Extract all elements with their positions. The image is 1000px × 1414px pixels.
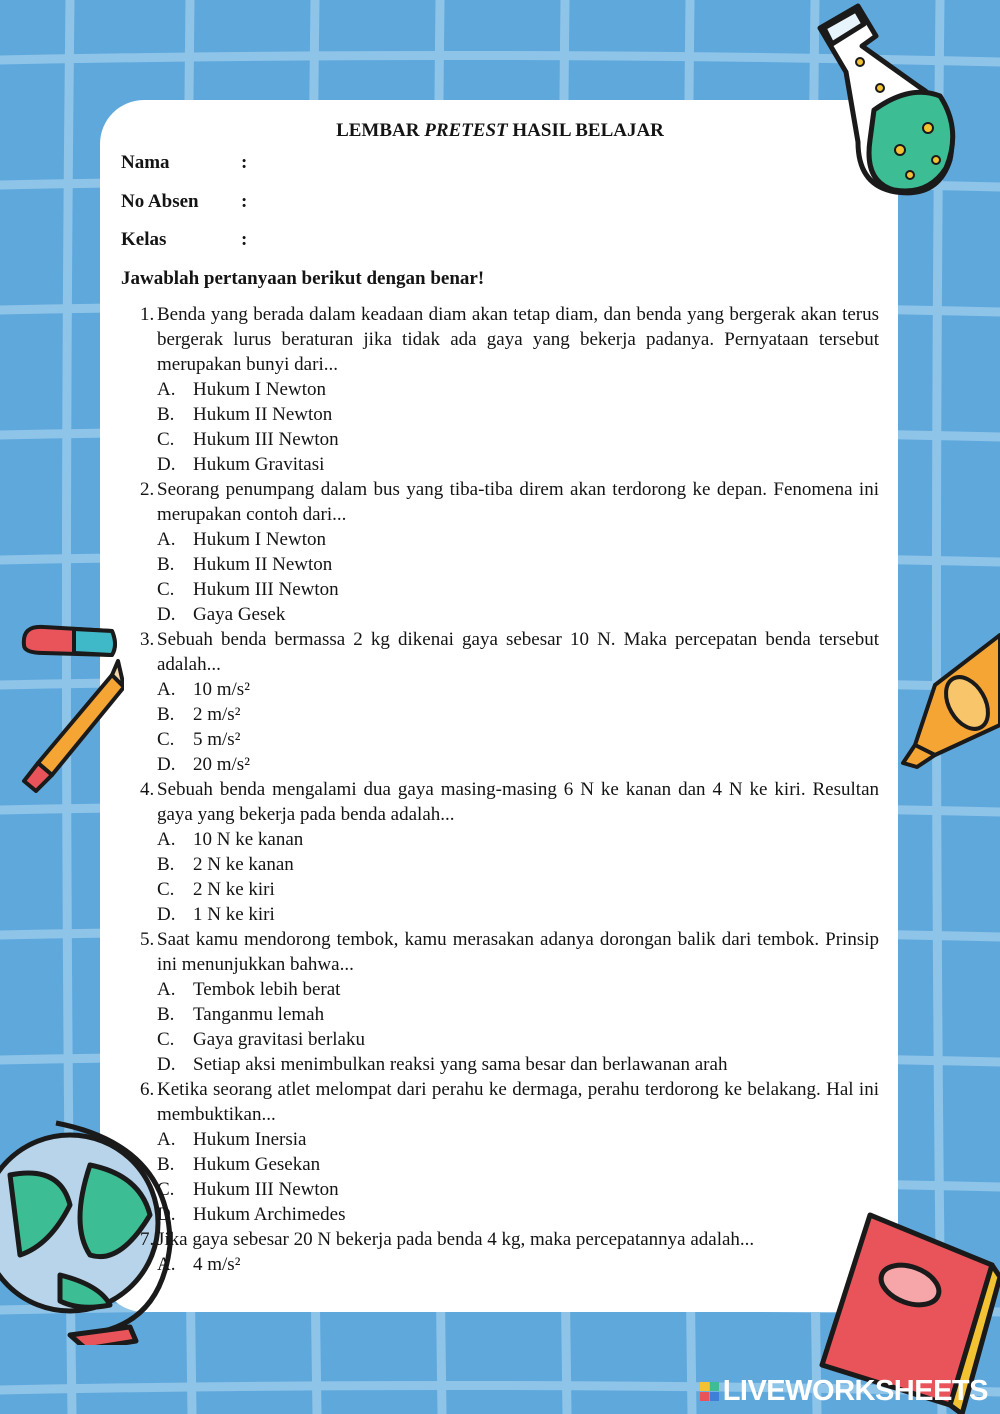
option-letter: A. bbox=[157, 978, 176, 1000]
option-text: Hukum III Newton bbox=[193, 428, 339, 450]
option-letter: B. bbox=[157, 553, 175, 575]
liveworksheets-logo bbox=[700, 1375, 988, 1408]
answer-option[interactable] bbox=[121, 1052, 879, 1077]
answer-option[interactable] bbox=[121, 727, 879, 752]
question-text: Benda yang berada dalam keadaan diam akan tetap diam, dan benda yang bergerak akan terus bergerak lurus beraturan jika tidak ada gaya yang bekerja padanya. Pernyataan tersebut merupakan bunyi dari... bbox=[157, 303, 879, 375]
pencil-icon bbox=[14, 615, 124, 795]
option-letter: C. bbox=[157, 1028, 175, 1050]
question-item bbox=[121, 477, 879, 527]
option-letter: D. bbox=[157, 753, 176, 775]
worksheet-title bbox=[121, 118, 879, 146]
question-text: Sebuah benda bermassa 2 kg dikenai gaya sebesar 10 N. Maka percepatan benda tersebut adalah... bbox=[157, 628, 879, 675]
question-number bbox=[121, 1077, 157, 1127]
question-text: Jika gaya sebesar 20 N bekerja pada benda 4 kg, maka percepatannya adalah... bbox=[157, 1228, 755, 1250]
answer-option[interactable] bbox=[121, 1002, 879, 1027]
option-text: 2 N ke kiri bbox=[193, 878, 275, 900]
field-colon: : bbox=[241, 190, 248, 212]
logo-mark-icon bbox=[700, 1382, 719, 1401]
question-text: Ketika seorang atlet melompat dari perahu ke dermaga, perahu terdorong ke belakang. Hal ini membuktikan... bbox=[157, 1078, 879, 1125]
option-text: Hukum I Newton bbox=[193, 528, 326, 550]
answer-option[interactable] bbox=[121, 827, 879, 852]
option-letter: C. bbox=[157, 428, 175, 450]
option-letter: B. bbox=[157, 1153, 175, 1175]
field-kelas[interactable] bbox=[121, 227, 879, 266]
question-text: Seorang penumpang dalam bus yang tiba-tiba direm akan terdorong ke depan. Fenomena ini merupakan contoh dari... bbox=[157, 478, 879, 525]
question-number-label: 7. bbox=[140, 1228, 155, 1250]
answer-option[interactable] bbox=[121, 977, 879, 1002]
field-no-absen[interactable] bbox=[121, 189, 879, 228]
question-number bbox=[121, 1227, 157, 1252]
option-letter: D. bbox=[157, 903, 176, 925]
answer-option[interactable] bbox=[121, 1177, 879, 1202]
option-text: 20 m/s² bbox=[193, 753, 250, 775]
question-number bbox=[121, 627, 157, 677]
answer-option[interactable] bbox=[121, 427, 879, 452]
option-text: Hukum II Newton bbox=[193, 403, 333, 425]
answer-option[interactable] bbox=[121, 877, 879, 902]
question-number bbox=[121, 927, 157, 977]
question-item bbox=[121, 627, 879, 677]
option-letter: C. bbox=[157, 728, 175, 750]
field-nama[interactable] bbox=[121, 150, 879, 189]
field-label: Nama bbox=[121, 152, 170, 173]
option-letter: C. bbox=[157, 878, 175, 900]
option-text: Gaya Gesek bbox=[193, 603, 286, 625]
question-number-label: 3. bbox=[140, 628, 155, 650]
answer-option[interactable] bbox=[121, 1127, 879, 1152]
option-text: Hukum II Newton bbox=[193, 553, 333, 575]
instruction-text: Jawablah pertanyaan berikut dengan benar! bbox=[121, 267, 485, 289]
option-text: Hukum Gesekan bbox=[193, 1153, 321, 1175]
answer-option[interactable] bbox=[121, 1027, 879, 1052]
answer-option[interactable] bbox=[121, 752, 879, 777]
option-text: 1 N ke kiri bbox=[193, 903, 275, 925]
field-label: Kelas bbox=[121, 229, 167, 250]
answer-option[interactable] bbox=[121, 452, 879, 477]
option-text: Hukum Archimedes bbox=[193, 1203, 346, 1225]
answer-option[interactable] bbox=[121, 852, 879, 877]
answer-option[interactable] bbox=[121, 602, 879, 627]
option-letter: C. bbox=[157, 1178, 175, 1200]
title-prefix: LEMBAR bbox=[336, 120, 425, 141]
option-text: Hukum I Newton bbox=[193, 378, 326, 400]
option-letter: A. bbox=[157, 378, 176, 400]
question-item bbox=[121, 777, 879, 827]
question-list bbox=[121, 302, 879, 1277]
option-letter: A. bbox=[157, 828, 176, 850]
option-text: Hukum III Newton bbox=[193, 578, 339, 600]
answer-option[interactable] bbox=[121, 902, 879, 927]
answer-option[interactable] bbox=[121, 577, 879, 602]
option-text: 2 m/s² bbox=[193, 703, 241, 725]
option-letter: B. bbox=[157, 403, 175, 425]
answer-option[interactable] bbox=[121, 1252, 879, 1277]
option-letter: B. bbox=[157, 1003, 175, 1025]
option-text: Setiap aksi menimbulkan reaksi yang sama besar dan berlawanan arah bbox=[193, 1053, 728, 1075]
question-number bbox=[121, 777, 157, 827]
title-italic: PRETEST bbox=[424, 120, 508, 141]
answer-option[interactable] bbox=[121, 527, 879, 552]
answer-option[interactable] bbox=[121, 377, 879, 402]
option-letter: B. bbox=[157, 703, 175, 725]
logo-text: LIVEWORKSHEETS bbox=[722, 1375, 988, 1407]
option-text: Tanganmu lemah bbox=[193, 1003, 325, 1025]
option-text: 5 m/s² bbox=[193, 728, 241, 750]
option-letter: D. bbox=[157, 1053, 176, 1075]
question-number-label: 5. bbox=[140, 928, 155, 950]
marker-icon bbox=[895, 615, 1000, 775]
question-text: Sebuah benda mengalami dua gaya masing-masing 6 N ke kanan dan 4 N ke kiri. Resultan gaya yang bekerja pada benda adalah... bbox=[157, 778, 879, 825]
question-text: Saat kamu mendorong tembok, kamu merasakan adanya dorongan balik dari tembok. Prinsip ini menunjukkan bahwa... bbox=[157, 928, 879, 975]
question-item bbox=[121, 1077, 879, 1127]
option-text: 10 N ke kanan bbox=[193, 828, 304, 850]
answer-option[interactable] bbox=[121, 402, 879, 427]
question-number bbox=[121, 302, 157, 377]
question-number bbox=[121, 477, 157, 527]
question-number-label: 4. bbox=[140, 778, 155, 800]
question-number-label: 1. bbox=[140, 303, 155, 325]
option-text: Hukum III Newton bbox=[193, 1178, 339, 1200]
field-label: No Absen bbox=[121, 190, 199, 212]
option-letter: B. bbox=[157, 853, 175, 875]
option-text: 4 m/s² bbox=[193, 1253, 241, 1275]
option-letter: C. bbox=[157, 578, 175, 600]
question-item bbox=[121, 302, 879, 377]
answer-option[interactable] bbox=[121, 552, 879, 577]
answer-option[interactable] bbox=[121, 702, 879, 727]
question-item bbox=[121, 1227, 879, 1252]
worksheet-content bbox=[121, 118, 879, 1277]
answer-option[interactable] bbox=[121, 1152, 879, 1177]
option-letter: D. bbox=[157, 453, 176, 475]
option-text: 10 m/s² bbox=[193, 678, 250, 700]
option-text: Gaya gravitasi berlaku bbox=[193, 1028, 365, 1050]
option-text: Hukum Gravitasi bbox=[193, 453, 325, 475]
option-text: Tembok lebih berat bbox=[193, 978, 341, 1000]
answer-option[interactable] bbox=[121, 1202, 879, 1227]
option-letter: A. bbox=[157, 1253, 176, 1275]
option-text: 2 N ke kanan bbox=[193, 853, 294, 875]
option-letter: A. bbox=[157, 678, 176, 700]
option-letter: A. bbox=[157, 528, 176, 550]
field-colon: : bbox=[241, 152, 248, 173]
field-colon: : bbox=[241, 229, 248, 250]
question-number-label: 6. bbox=[140, 1078, 155, 1100]
option-text: Hukum Inersia bbox=[193, 1128, 307, 1150]
question-number-label: 2. bbox=[140, 478, 155, 500]
option-letter: D. bbox=[157, 1203, 176, 1225]
option-letter: A. bbox=[157, 1128, 176, 1150]
question-item bbox=[121, 927, 879, 977]
answer-option[interactable] bbox=[121, 677, 879, 702]
option-letter: D. bbox=[157, 603, 176, 625]
title-suffix: HASIL BELAJAR bbox=[507, 120, 664, 141]
